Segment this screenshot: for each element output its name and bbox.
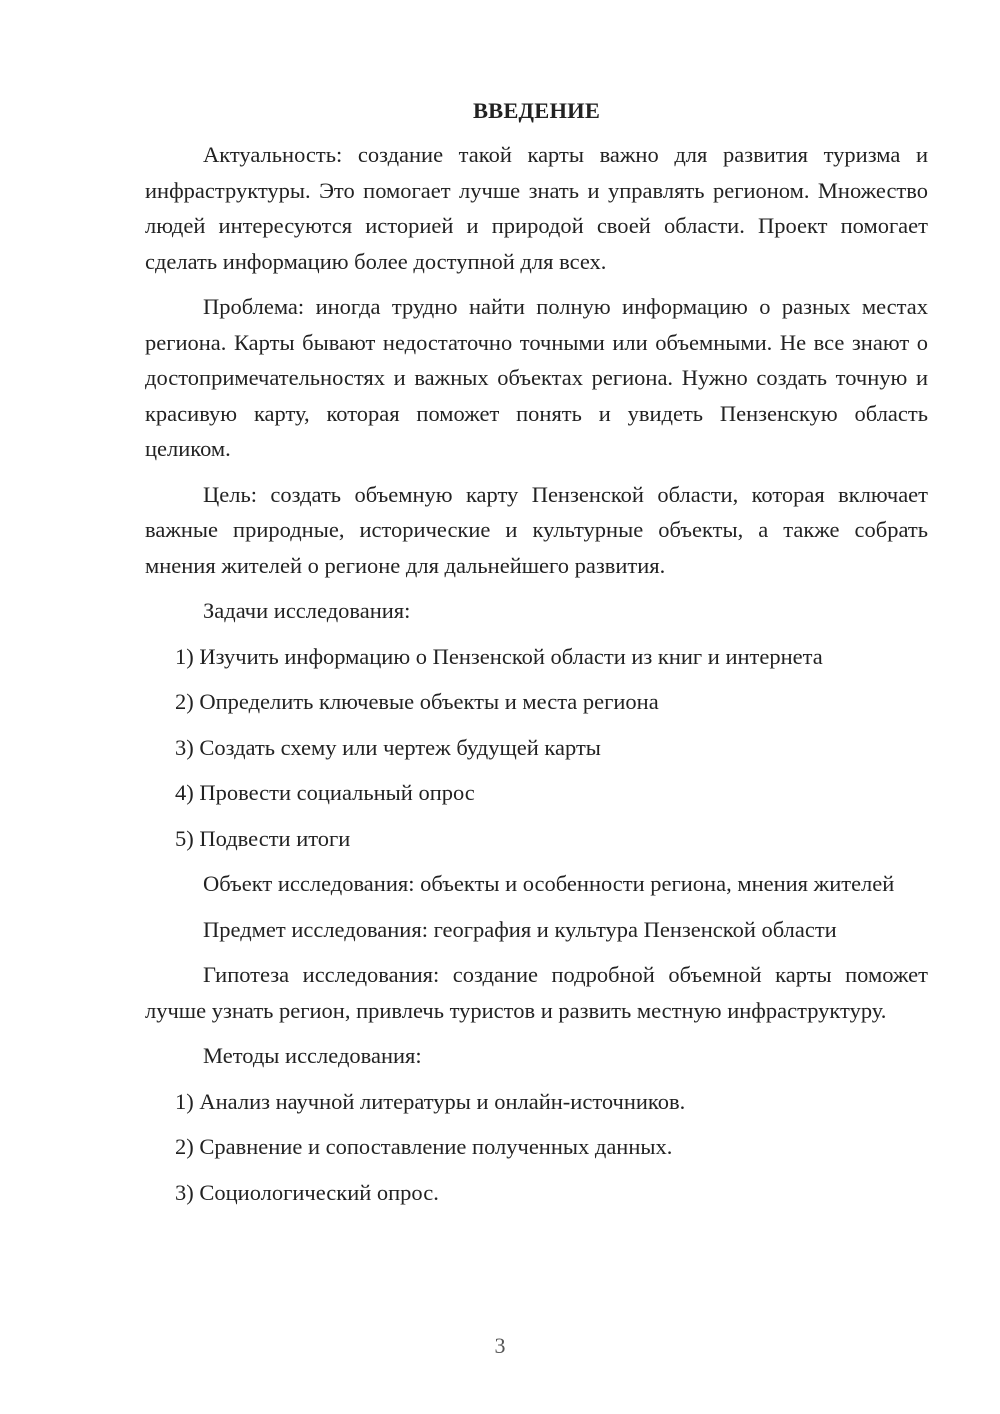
relevance-paragraph: Актуальность: создание такой карты важно для развития туризма и инфраструктуры. Это помогает лучше знать и управлять регионом. Множество людей интересуются историей и природой своей области. Проект помогает сделать информацию более доступной для всех.: [145, 142, 928, 274]
list-item: 2) Определить ключевые объекты и места региона: [175, 689, 659, 714]
list-item: 3) Социологический опрос.: [175, 1179, 439, 1205]
goal-paragraph: Цель: создать объемную карту Пензенской области, которая включает важные природные, исторические и культурные объекты, а также собрать мнения жителей о регионе для дальнейшего развития.: [145, 481, 928, 578]
methods-list: [145, 1084, 928, 1211]
tasks-heading: Задачи исследования:: [203, 598, 411, 623]
subject-paragraph: Предмет исследования: география и культура Пензенской области: [203, 916, 837, 942]
list-item: 2) Сравнение и сопоставление полученных данных.: [175, 1134, 673, 1159]
document-page: [145, 95, 928, 1220]
methods-heading: Методы исследования:: [203, 1043, 422, 1068]
page-title: ВВЕДЕНИЕ: [472, 98, 601, 123]
list-item: 4) Провести социальный опрос: [175, 780, 475, 805]
tasks-list: [145, 639, 928, 857]
object-paragraph: Объект исследования: объекты и особенности региона, мнения жителей: [203, 871, 895, 896]
list-item: 1) Изучить информацию о Пензенской области из книг и интернета: [175, 643, 823, 669]
problem-paragraph: Проблема: иногда трудно найти полную информацию о разных местах региона. Карты бывают недостаточно точными или объемными. Не все знают о достопримечательностях и важных объектах региона. Нужно создать точную и красивую карту, которая поможет понять и увидеть Пензенскую область целиком.: [145, 294, 928, 461]
page-number: 3: [494, 1333, 506, 1358]
list-item: 5) Подвести итоги: [175, 825, 351, 851]
hypothesis-paragraph: Гипотеза исследования: создание подробной объемной карты поможет лучше узнать регион, привлечь туристов и развить местную инфраструктуру.: [145, 962, 928, 1023]
list-item: 3) Создать схему или чертеж будущей карты: [175, 734, 601, 760]
list-item: 1) Анализ научной литературы и онлайн-источников.: [175, 1088, 686, 1114]
